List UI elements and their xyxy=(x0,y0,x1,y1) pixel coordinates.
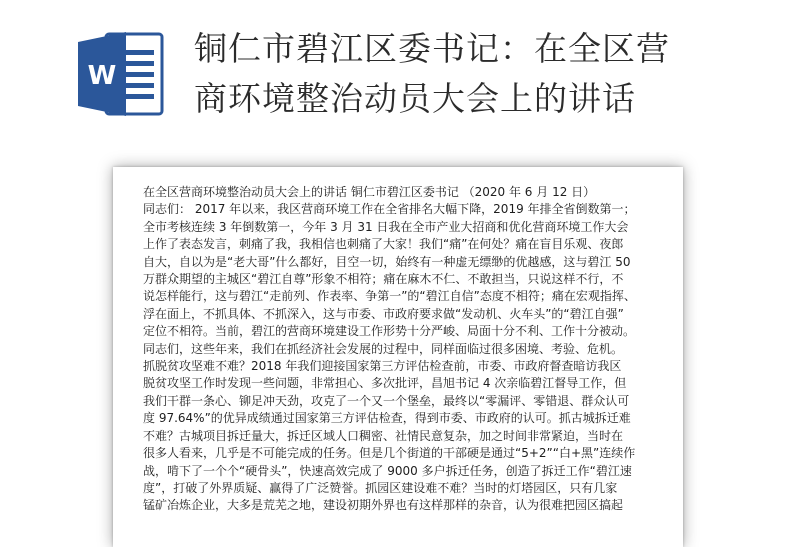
title-line-1: 铜仁市碧江区委书记：在全区营 xyxy=(194,29,670,68)
page-title xyxy=(194,24,774,124)
text-line: 浮在面上，不抓具体、不抓深入，这与市委、市政府要求做“发动机、火车头”的“碧江自强” xyxy=(143,306,624,321)
text-line: 万群众期望的主城区“碧江自尊”形象不相符；痛在麻木不仁、不敢担当，只说这样不行，不 xyxy=(143,272,624,287)
header xyxy=(0,0,800,160)
text-line: 脱贫攻坚工作时发现一些问题，非常担心、多次批评，昌旭书记 4 次亲临碧江督导工作，但 xyxy=(143,376,627,391)
text-line: 抓脱贫攻坚难不难？2018 年我们迎接国家第三方评估检查前，市委、市政府督查暗访我区 xyxy=(143,359,622,374)
text-line: 不难？古城项目拆迁量大，拆迁区域人口稠密、社情民意复杂，加之时间非常紧迫，当时在 xyxy=(143,428,624,443)
word-document-icon xyxy=(76,28,166,120)
text-line: 说怎样能行，这与碧江“走前列、作表率、争第一”的“碧江自信”态度不相符；痛在宏观指挥、 xyxy=(143,289,636,304)
text-line: 同志们： 2017 年以来，我区营商环境工作在全省排名大幅下降，2019 年排全省倒数第一； xyxy=(143,202,636,217)
title-line-2: 商环境整治动员大会上的讲话 xyxy=(194,79,636,118)
text-line: 战，啃下了一个个“硬骨头”，快速高效完成了 9000 多户拆迁任务，创造了拆迁工作“碧江速 xyxy=(143,463,632,478)
text-line: 同志们，这些年来，我们在抓经济社会发展的过程中，同样面临过很多困境、考验、危机。 xyxy=(143,341,624,356)
text-line: 度”，打破了外界质疑、赢得了广泛赞誉。抓园区建设难不难？当时的灯塔园区，只有几家 xyxy=(143,480,618,495)
text-line: 定位不相符。当前，碧江的营商环境建设工作形势十分严峻、局面十分不利、工作十分被动。 xyxy=(143,324,636,339)
word-letter: W xyxy=(87,61,117,91)
text-line: 很多人看来，几乎是不可能完成的任务。但是几个街道的干部硬是通过“5+2”“白+黑”连续作 xyxy=(143,446,636,461)
document-body xyxy=(143,184,653,515)
text-line: 度 97.64%”的优异成绩通过国家第三方评估检查，得到市委、市政府的认可。抓古城拆迁难 xyxy=(143,411,631,426)
text-line: 上作了表态发言，刺痛了我，我相信也刺痛了大家！我们“痛”在何处？痛在盲目乐观、夜郎 xyxy=(143,237,624,252)
text-line: 我们干群一条心、铆足冲天劲，攻克了一个又一个堡垒，最终以“零漏评、零错退、群众认可 xyxy=(143,393,630,408)
document-page xyxy=(113,167,683,547)
text-line: 在全区营商环境整治动员大会上的讲话 铜仁市碧江区委书记 （2020 年 6 月 12 日） xyxy=(143,185,596,199)
text-line: 锰矿冶炼企业，大多是荒芜之地，建设初期外界也有这样那样的杂音，认为很难把园区搞起 xyxy=(143,498,624,513)
text-line: 自大，自以为是“老大哥”什么都好，目空一切，始终有一种虚无缥缈的优越感，这与碧江 50 xyxy=(143,254,631,269)
text-line: 全市考核连续 3 年倒数第一，今年 3 月 31 日我在全市产业大招商和优化营商环境工作大会 xyxy=(143,219,629,234)
